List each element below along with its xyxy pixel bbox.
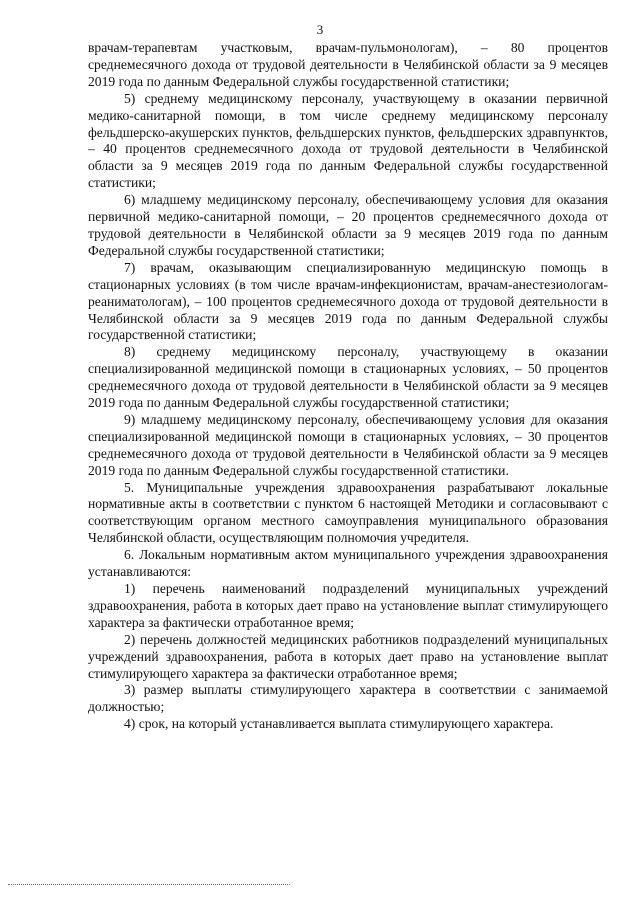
paragraph-continuation: врачам-терапевтам участковым, врачам-пульмонологам), – 80 процентов среднемесячного дохода от трудовой деятельности в Челябинской области за 9 месяцев 2019 года по данным Федеральной службы государственной статистики; — [88, 40, 608, 89]
paragraph-item-9: 9) младшему медицинскому персоналу, обеспечивающему условия для оказания специализированной медицинской помощи в стационарных условиях, – 30 процентов среднемесячного дохода от трудовой деятельности в Челябинской области за 9 месяцев 2019 года по данным Федеральной службы государственной статистики. — [88, 411, 608, 478]
document-body — [88, 40, 608, 733]
paragraph-subitem-3: 3) размер выплаты стимулирующего характера в соответствии с занимаемой должностью; — [88, 682, 608, 715]
paragraph-clause-6: 6. Локальным нормативным актом муниципального учреждения здравоохранения устанавливаются: — [88, 547, 608, 580]
paragraph-item-7: 7) врачам, оказывающим специализированную медицинскую помощь в стационарных условиях (в том числе врачам-инфекционистам, врачам-анестезиологам-реаниматологам), – 100 процентов среднемесячного дохода от трудовой деятельности в Челябинской области за 9 месяцев 2019 года по данным Федеральной службы государственной статистики; — [88, 259, 608, 343]
paragraph-subitem-2: 2) перечень должностей медицинских работников подразделений муниципальных учреждений здравоохранения, работа в которых дает право на установление выплат стимулирующего характера за фактически отработанное время; — [88, 631, 608, 681]
paragraph-clause-5: 5. Муниципальные учреждения здравоохранения разрабатывают локальные нормативные акты в соответствии с пунктом 6 настоящей Методики и согласовывают с соответствующим органом местного самоуправления муниципального образования Челябинской области, осуществляющим полномочия учредителя. — [88, 479, 608, 546]
paragraph-subitem-4: 4) срок, на который устанавливается выплата стимулирующего характера. — [124, 716, 554, 732]
footer-rule — [8, 884, 290, 885]
paragraph-subitem-1: 1) перечень наименований подразделений муниципальных учреждений здравоохранения, работа в которых дает право на установление выплат стимулирующего характера за фактически отработанное время; — [88, 581, 608, 630]
paragraph-item-8: 8) среднему медицинскому персоналу, участвующему в оказании специализированной медицинской помощи в стационарных условиях, – 50 процентов среднемесячного дохода от трудовой деятельности в Челябинской области за 9 месяцев 2019 года по данным Федеральной службы государственной статистики; — [88, 344, 608, 411]
paragraph-item-6: 6) младшему медицинскому персоналу, обеспечивающему условия для оказания первичной медико-санитарной помощи, – 20 процентов среднемесячного дохода от трудовой деятельности в Челябинской области за 9 месяцев 2019 года по данным Федеральной службы государственной статистики; — [88, 192, 608, 258]
paragraph-item-5: 5) среднему медицинскому персоналу, участвующему в оказании первичной медико-санитарной помощи, в том числе среднему медицинскому персоналу фельдшерско-акушерских пунктов, фельдшерских пунктов, фельдшерских здравпунктов, – 40 процентов среднемесячного дохода от трудовой деятельности в Челябинской области за 9 месяцев 2019 года по данным Федеральной службы государственной статистики; — [88, 90, 608, 191]
page-number: 3 — [316, 22, 324, 37]
